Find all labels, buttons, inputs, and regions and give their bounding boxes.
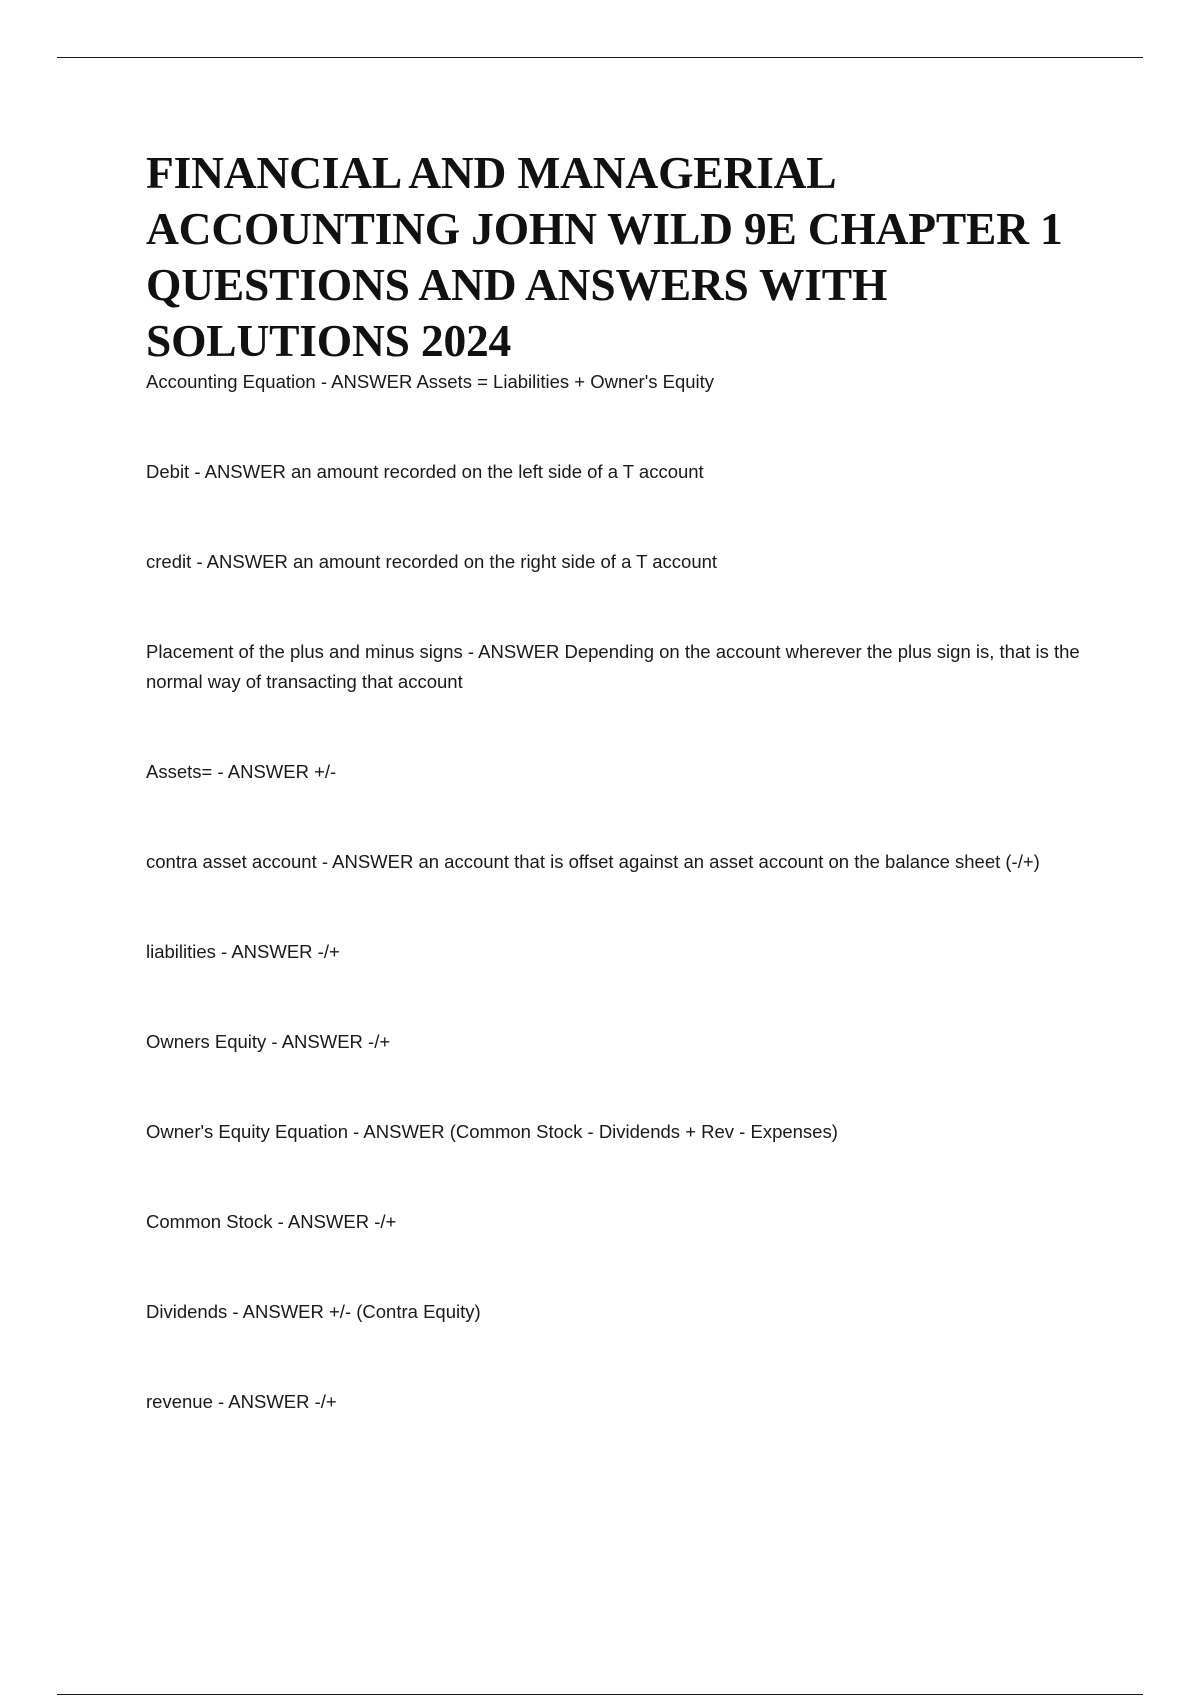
qa-item: Owners Equity - ANSWER -/+ — [146, 1031, 391, 1052]
qa-item: Placement of the plus and minus signs - ANSWER Depending on the account wherever the plus sign is, that is the normal way of transacting that account — [146, 641, 1080, 692]
qa-item: liabilities - ANSWER -/+ — [146, 941, 340, 962]
qa-item: Assets= - ANSWER +/- — [146, 761, 337, 782]
qa-item: Debit - ANSWER an amount recorded on the left side of a T account — [146, 461, 704, 482]
document-title: FINANCIAL AND MANAGERIAL ACCOUNTING JOHN WILD 9E CHAPTER 1 QUESTIONS AND ANSWERS WITH SOLUTIONS 2024 — [146, 147, 1063, 366]
document-body — [146, 145, 1096, 1417]
qa-item: Common Stock - ANSWER -/+ — [146, 1211, 397, 1232]
qa-list — [146, 367, 1096, 1417]
header-rule — [57, 57, 1143, 58]
footer-rule — [57, 1694, 1143, 1695]
qa-item: Accounting Equation - ANSWER Assets = Liabilities + Owner's Equity — [146, 371, 715, 392]
qa-item: contra asset account - ANSWER an account that is offset against an asset account on the balance sheet (-/+) — [146, 851, 1040, 872]
qa-item: Dividends - ANSWER +/- (Contra Equity) — [146, 1301, 481, 1322]
qa-item: revenue - ANSWER -/+ — [146, 1391, 337, 1412]
qa-item: Owner's Equity Equation - ANSWER (Common Stock - Dividends + Rev - Expenses) — [146, 1121, 838, 1142]
qa-item: credit - ANSWER an amount recorded on the right side of a T account — [146, 551, 718, 572]
